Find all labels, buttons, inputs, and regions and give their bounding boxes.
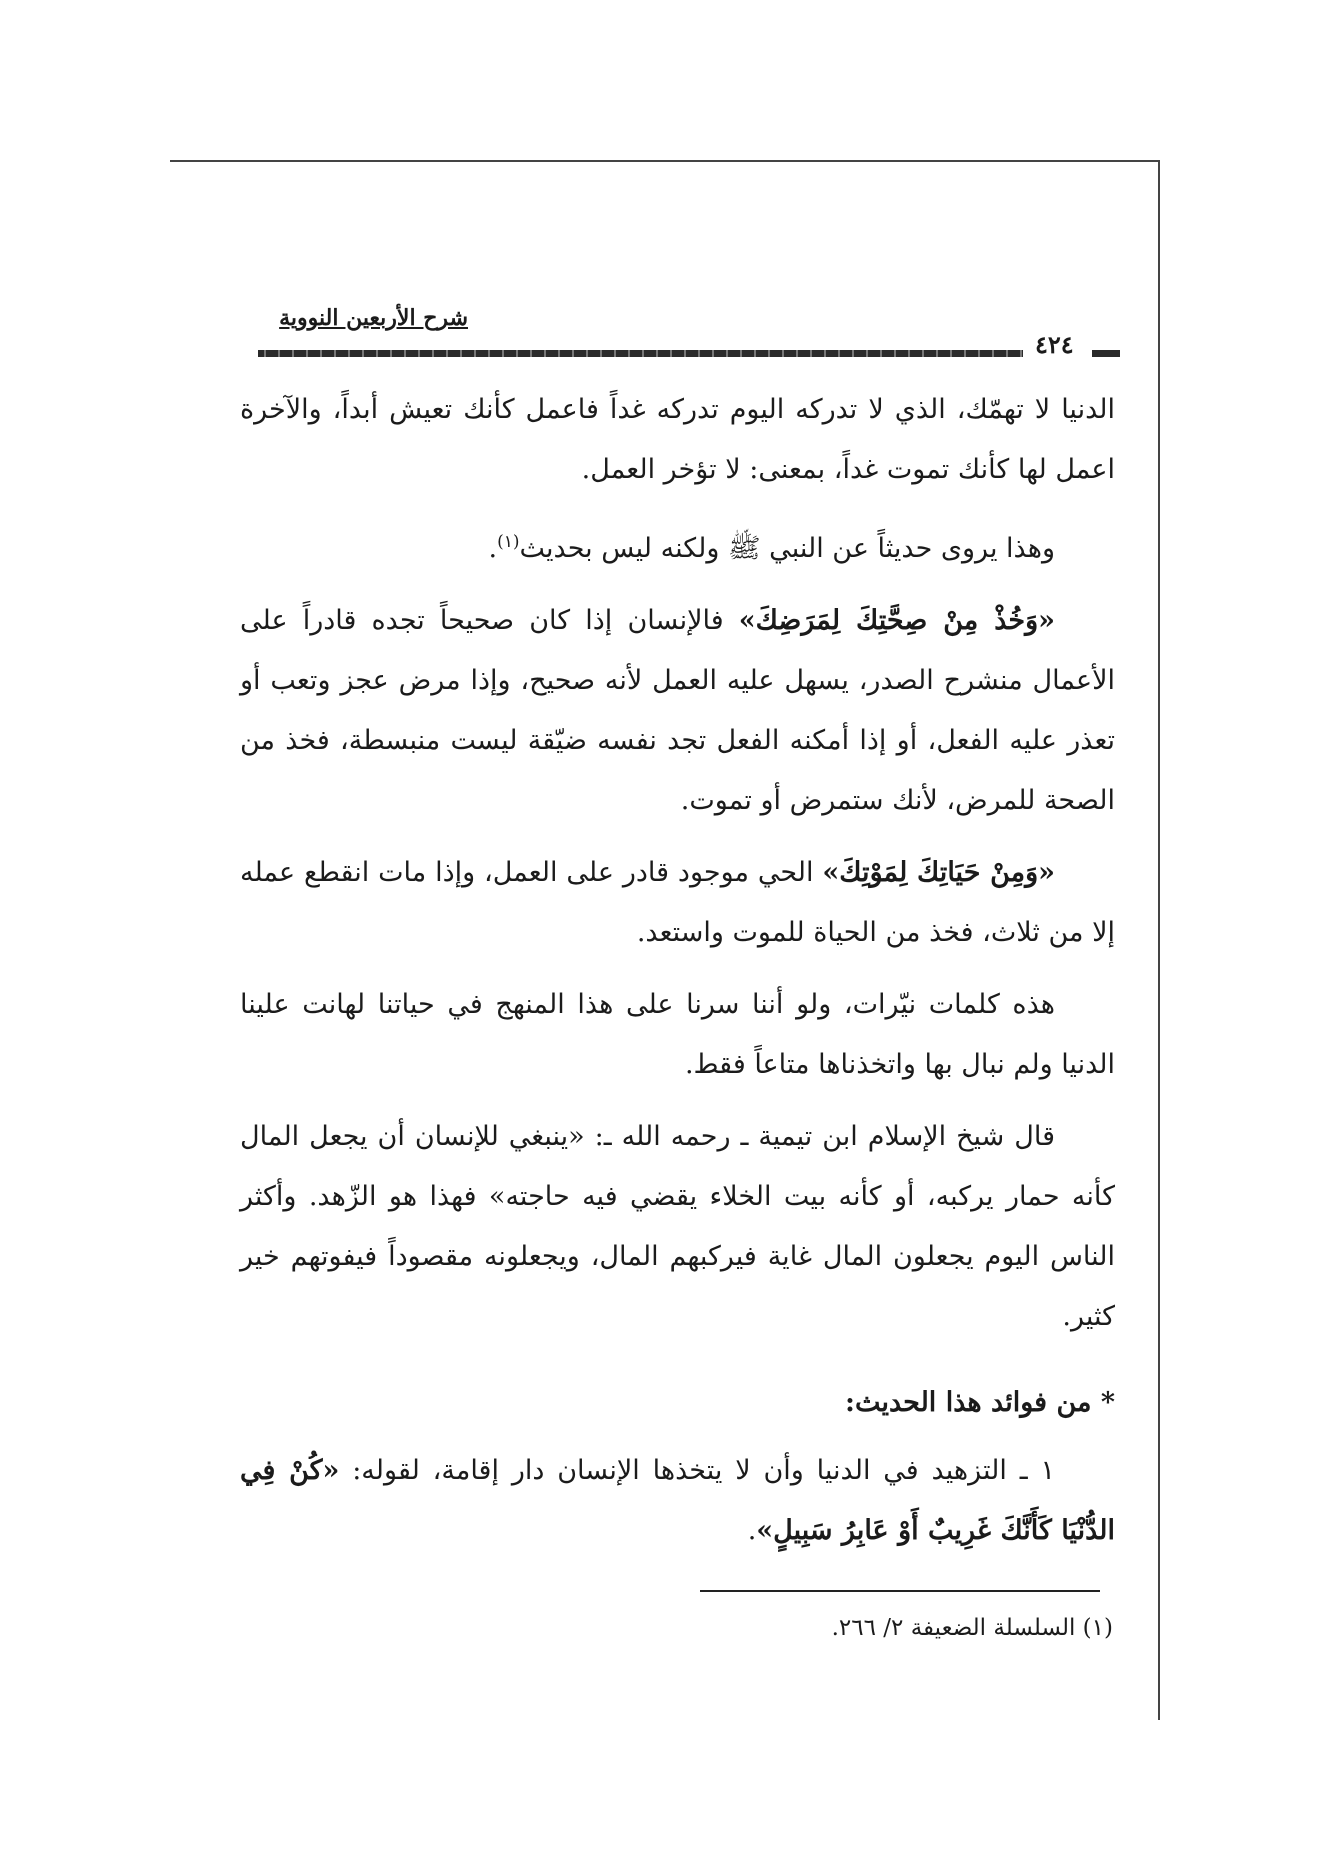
benefit-item-1 <box>240 1441 1115 1561</box>
paragraph-2 <box>240 512 1115 579</box>
paragraph-6 <box>240 1107 1115 1347</box>
hadith-quote-health: «وَخُذْ مِنْ صِحَّتِكَ لِمَرَضِكَ» <box>738 605 1055 636</box>
paragraph-4-text: الحي موجود قادر على العمل، وإذا مات انقطع عمله إلا من ثلاث، فخذ من الحياة للموت واستعد. <box>240 857 1115 948</box>
body-text <box>240 380 1115 1573</box>
paragraph-2-end: . <box>488 533 498 564</box>
header-rule <box>258 350 1023 357</box>
hadith-quote-life: «وَمِنْ حَيَاتِكَ لِمَوْتِكَ» <box>822 857 1056 888</box>
footnote-reference: (١) <box>497 532 520 552</box>
page-number: ٤٢٤ <box>1035 330 1074 359</box>
benefit-item-1-text: ١ ـ التزهيد في الدنيا وأن لا يتخذها الإنسان دار إقامة، لقوله: <box>339 1455 1055 1486</box>
benefit-item-1-end: . <box>747 1515 757 1546</box>
section-heading: * من فوائد هذا الحديث: <box>844 1387 1115 1418</box>
footnote: (١) السلسلة الضعيفة ٢/ ٢٦٦. <box>831 1615 1113 1641</box>
paragraph-1 <box>240 380 1115 500</box>
paragraph-5 <box>240 975 1115 1095</box>
paragraph-1-text: الدنيا لا تهمّك، الذي لا تدركه اليوم تدركه غداً فاعمل كأنك تعيش أبداً، والآخرة اعمل لها كأنك تموت غداً، بمعنى: لا تؤخر العمل. <box>240 394 1115 485</box>
header-rule-end <box>1092 350 1120 357</box>
paragraph-4 <box>240 843 1115 963</box>
page-right-border <box>1158 160 1160 1720</box>
page-top-border <box>170 160 1160 162</box>
paragraph-6-text: قال شيخ الإسلام ابن تيمية ـ رحمه الله ـ: «ينبغي للإنسان أن يجعل المال كأنه حمار يركبه، أو كأنه بيت الخلاء يقضي فيه حاجته» فهذا هو الزّهد. وأكثر الناس اليوم يجعلون المال غاية فيركبهم المال، ويجعلونه مقصوداً فيفوتهم خير كثير. <box>240 1121 1115 1332</box>
footnote-rule <box>700 1590 1100 1592</box>
paragraph-2-text: وهذا يروى حديثاً عن النبي ﷺ ولكنه ليس بحديث <box>519 533 1055 564</box>
hadith-quote-stranger: «كُنْ فِي الدُّنْيَا كَأَنَّكَ غَرِيبٌ أَوْ عَابِرُ سَبِيلٍ» <box>240 1455 1115 1546</box>
paragraph-5-text: هذه كلمات نيّرات، ولو أننا سرنا على هذا المنهج في حياتنا لهانت علينا الدنيا ولم نبال بها واتخذناها متاعاً فقط. <box>240 989 1115 1080</box>
paragraph-3 <box>240 591 1115 831</box>
paragraph-3-text: فالإنسان إذا كان صحيحاً تجده قادراً على الأعمال منشرح الصدر، يسهل عليه العمل لأنه صحيح، وإذا مرض عجز وتعب أو تعذر عليه الفعل، أو إذا أمكنه الفعل تجد نفسه ضيّقة ليست منبسطة، فخذ من الصحة للمرض، لأنك ستمرض أو تموت. <box>240 605 1115 816</box>
running-header-title: شرح الأربعين النووية <box>279 305 468 331</box>
